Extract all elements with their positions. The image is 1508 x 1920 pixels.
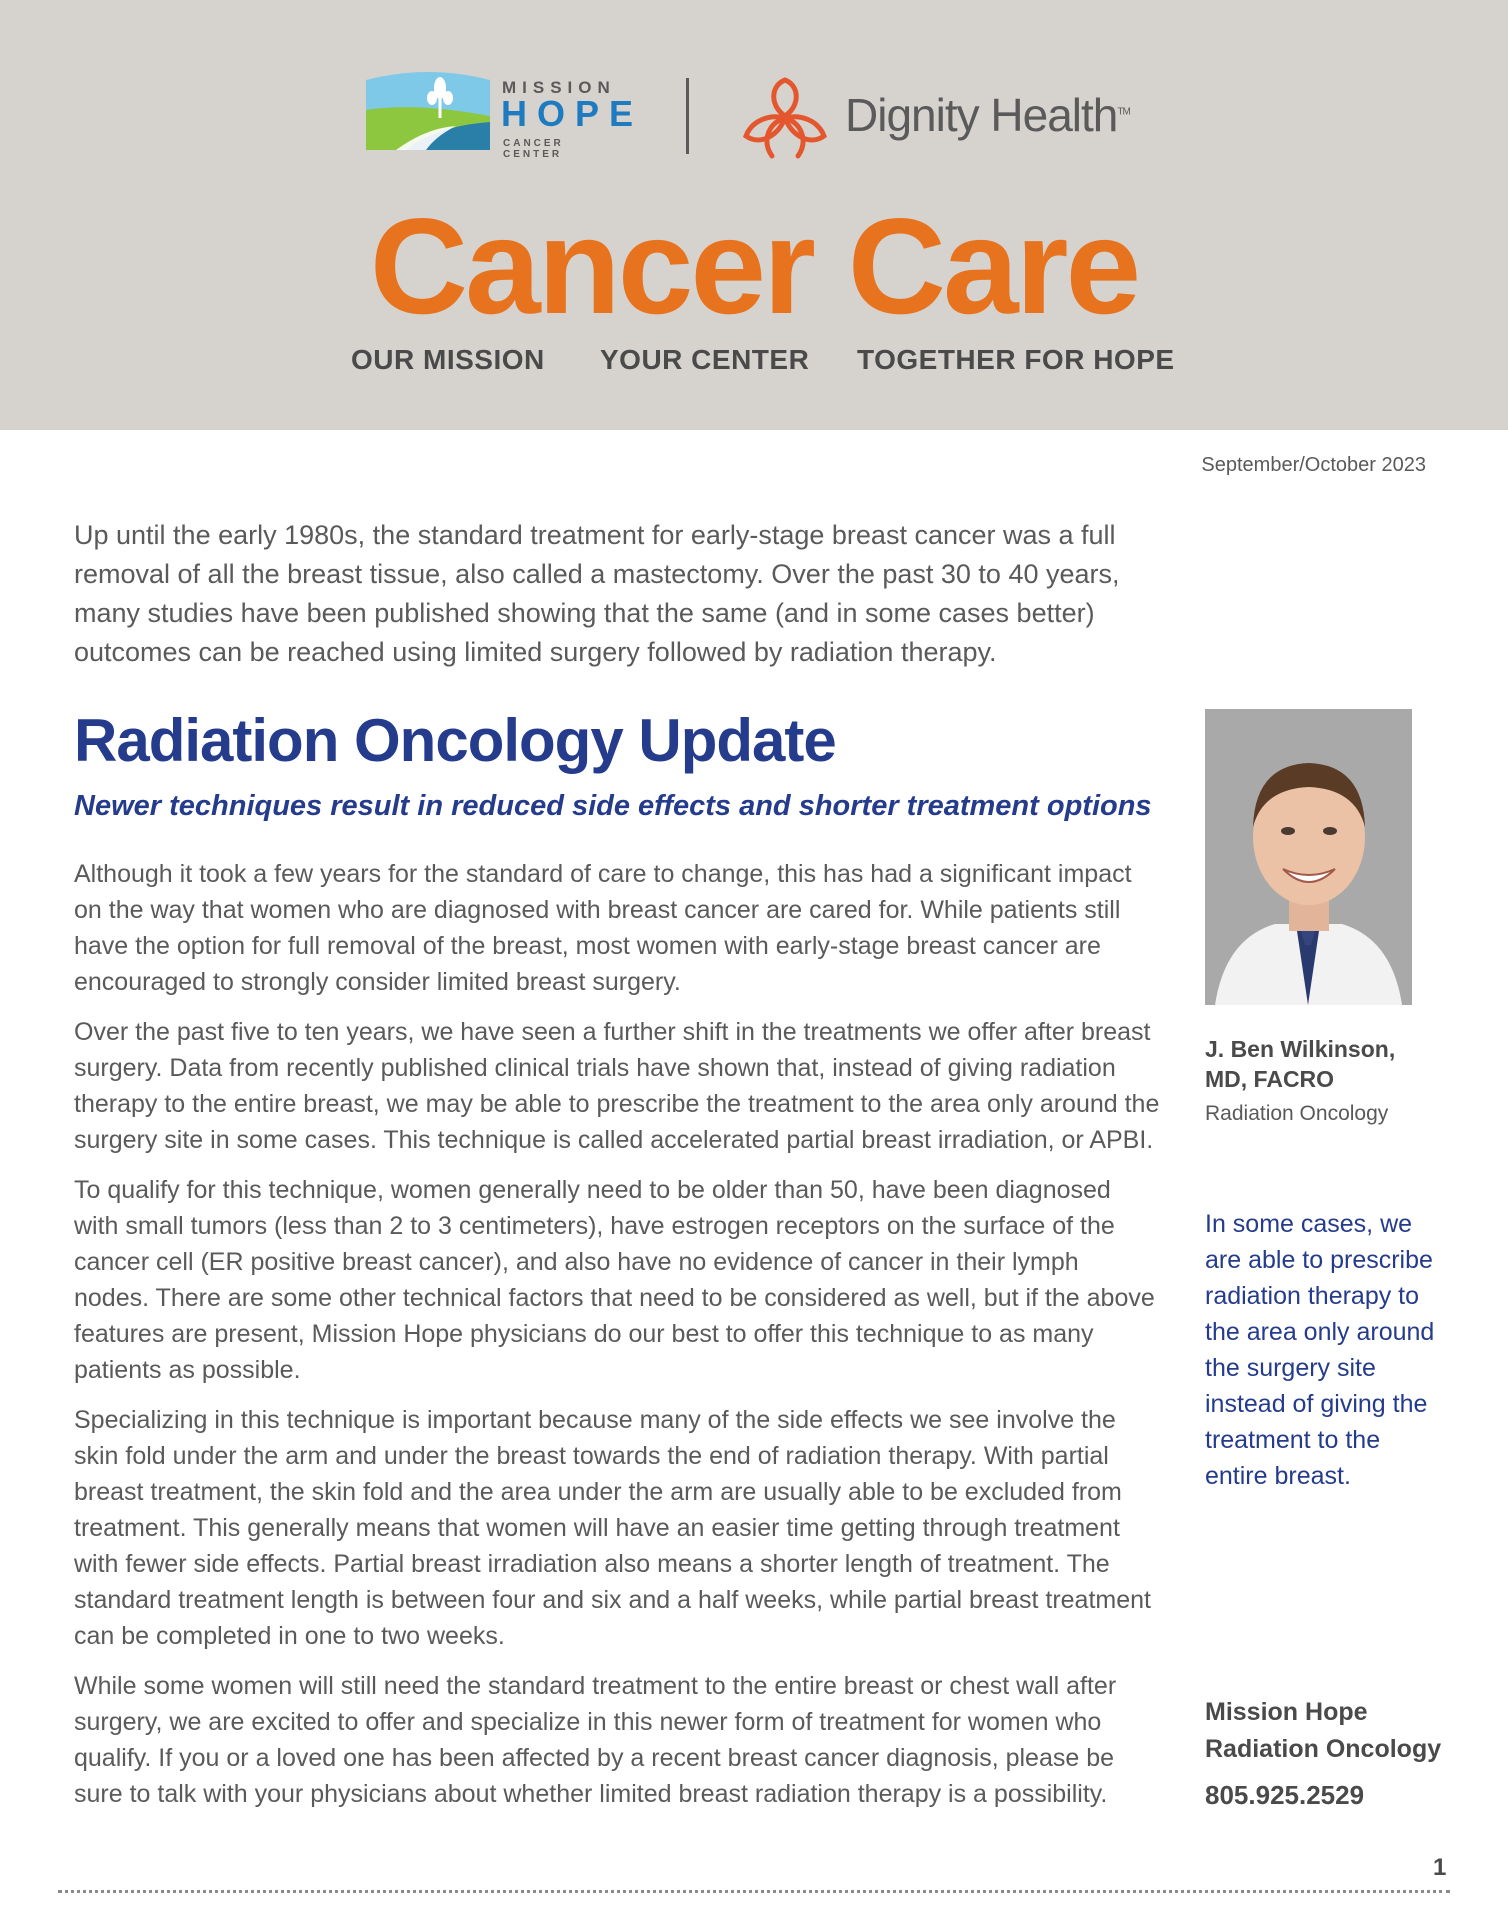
- contact-phone: 805.925.2529: [1205, 1780, 1365, 1810]
- contact-line1: Mission Hope: [1205, 1698, 1368, 1726]
- article-paragraph: Specializing in this technique is important because many of the side effects we see involve the skin fold under the arm and under the breast towards the end of radiation therapy. With partial breast treatment, the skin fold and the area under the arm are usually able to be excluded from treatment. This generally means that women will have an easier time getting through treatment with fewer side effects. Partial breast irradiation also means a shorter length of treatment. The standard treatment length is between four and six and a half weeks, while partial breast treatment can be completed in one to two weeks.: [74, 1406, 1151, 1650]
- dignity-health-logo: [740, 70, 1140, 160]
- article-paragraph: While some women will still need the standard treatment to the entire breast or chest wall after surgery, we are excited to offer and specialize in this newer form of treatment for women who qualify. If you or a loved one has been affected by a recent breast cancer diagnosis, please be sure to talk with your physicians about whether limited breast radiation therapy is a possibility.: [74, 1672, 1117, 1808]
- contact-line2: Radiation Oncology: [1205, 1735, 1442, 1763]
- article-paragraph: To qualify for this technique, women generally need to be older than 50, have been diagnosed with small tumors (less than 2 to 3 centimeters), have estrogen receptors on the surface of the cancer cell (ER positive breast cancer), and also have no evidence of cancer in their lymph nodes. There are some other technical factors that need to be considered as well, but if the above features are present, Mission Hope physicians do our best to offer this technique to as many patients as possible.: [74, 1176, 1155, 1384]
- doctor-name: [1205, 1034, 1445, 1094]
- article-paragraph: Over the past five to ten years, we have seen a further shift in the treatments we offer after breast surgery. Data from recently published clinical trials have shown that, instead of giving radiation therapy to the entire breast, we may be able to prescribe the treatment to the area only around the surgery site in some cases. This technique is called accelerated partial breast irradiation, or APBI.: [74, 1018, 1160, 1154]
- article-subheadline: Newer techniques result in reduced side effects and shorter treatment options: [74, 790, 1152, 822]
- pull-quote: In some cases, we are able to prescribe radiation therapy to the area only around the surgery site instead of giving the treatment to the entire breast.: [1205, 1210, 1435, 1490]
- doctor-department: Radiation Oncology: [1205, 1102, 1389, 1125]
- mission-hope-logo: [366, 66, 644, 160]
- doctor-portrait-photo: [1205, 709, 1412, 1005]
- doctor-name-line1: J. Ben Wilkinson,: [1205, 1036, 1396, 1062]
- logo-word-hope: HOPE: [501, 93, 644, 134]
- logo-divider: [686, 78, 689, 154]
- doctor-name-line2: MD, FACRO: [1205, 1066, 1335, 1092]
- tagline-our-mission: OUR MISSION: [351, 344, 545, 375]
- article-headline: Radiation Oncology Update: [74, 707, 836, 774]
- page-number: 1: [1433, 1854, 1447, 1881]
- masthead: [0, 0, 1508, 430]
- logo-word-mission: MISSION: [502, 78, 616, 97]
- article-paragraph: Although it took a few years for the standard of care to change, this has had a significant impact on the way that women who are diagnosed with breast cancer are cared for. While patients still have the option for full removal of the breast, most women with early-stage breast cancer are encouraged to strongly consider limited breast surgery.: [74, 860, 1132, 996]
- logo-word-dignity-health: Dignity Health™: [845, 89, 1130, 141]
- logo-word-cancer-center: CANCER CENTER: [503, 138, 564, 160]
- footer-dotted-rule: [58, 1890, 1450, 1893]
- mission-hope-landscape-icon: [366, 66, 490, 150]
- tagline-your-center: YOUR CENTER: [600, 344, 810, 375]
- dignity-health-flower-icon: [740, 76, 830, 160]
- contact-block: [1205, 1694, 1445, 1768]
- newsletter-title: Cancer Care: [369, 190, 1139, 342]
- tagline-together-for-hope: TOGETHER FOR HOPE: [857, 344, 1175, 375]
- issue-date: September/October 2023: [1201, 454, 1426, 476]
- article-body: [74, 856, 1160, 1826]
- intro-paragraph: Up until the early 1980s, the standard treatment for early-stage breast cancer was a full removal of all the breast tissue, also called a mastectomy. Over the past 30 to 40 years, many studies have been published showing that the same (and in some cases better) outcomes can be reached using limited surgery followed by radiation therapy.: [74, 520, 1120, 667]
